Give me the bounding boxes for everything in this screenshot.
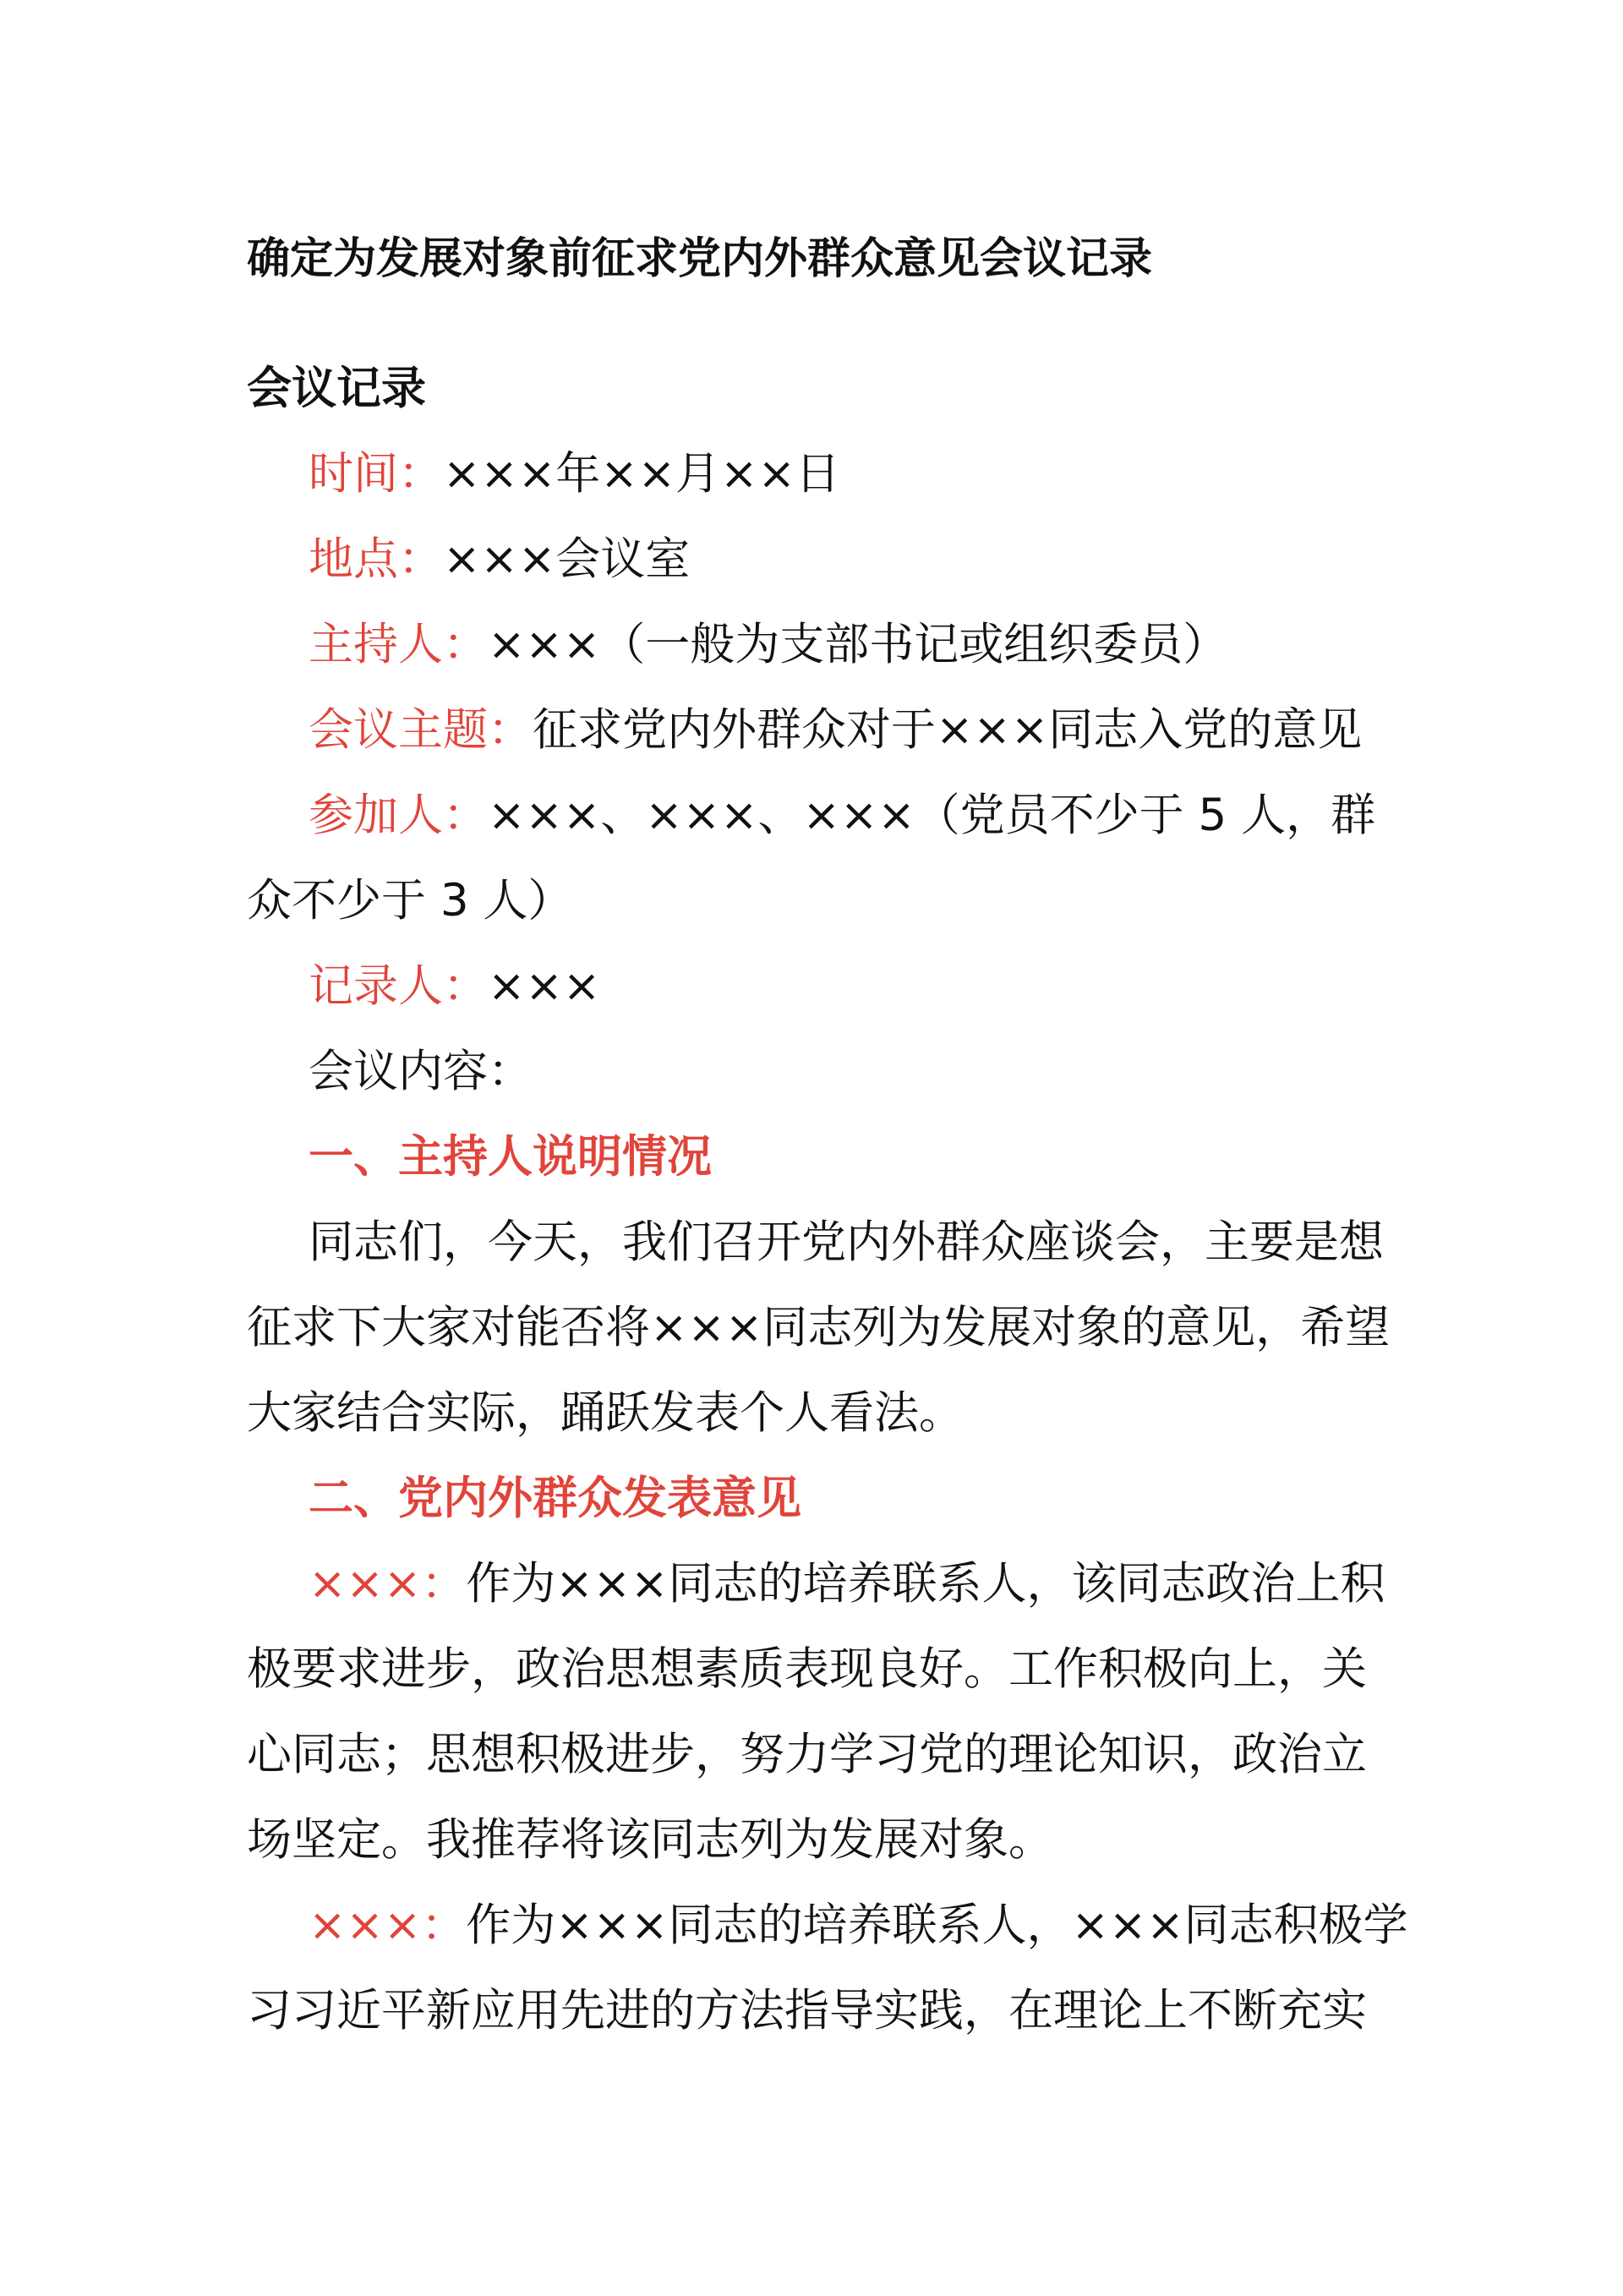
recorder-label: 记录人： xyxy=(309,960,488,1012)
time-value: ×××年××月××日 xyxy=(443,448,840,500)
section1-line-1: 同志们，今天，我们召开党内外群众座谈会，主要是想 xyxy=(309,1216,1384,1268)
opinion1-line-3: 心同志；思想积极进步，努力学习党的理论知识，政治立 xyxy=(247,1729,1367,1780)
section2-heading: 二、党内外群众发表意见 xyxy=(309,1473,801,1524)
attendees-row xyxy=(309,790,1376,841)
opinion1-speaker: ×××： xyxy=(309,1558,467,1610)
topic-row xyxy=(309,704,1363,756)
section1-heading: 一、主持人说明情况 xyxy=(309,1131,712,1183)
host-row xyxy=(309,619,1228,670)
topic-value: 征求党内外群众对于×××同志入党的意见 xyxy=(533,704,1363,756)
place-label: 地点： xyxy=(309,533,443,585)
opinion1-line-4: 场坚定。我推荐将该同志列为发展对象。 xyxy=(247,1814,1053,1866)
place-value: ×××会议室 xyxy=(443,533,691,585)
place-row xyxy=(309,533,691,585)
topic-label: 会议主题： xyxy=(309,704,533,756)
attendees-value-line1: ×××、×××、×××（党员不少于 5 人，群 xyxy=(488,790,1376,841)
section1-line-3: 大家结合实际，踊跃发表个人看法。 xyxy=(247,1387,964,1439)
time-label: 时间： xyxy=(309,448,443,500)
opinion2-line-2: 习习近平新应用先进的方法指导实践，在理论上不断充实 xyxy=(247,1985,1367,2036)
time-row xyxy=(309,448,840,500)
section1-line-2: 征求下大家对能否将×××同志列为发展对象的意见，希望 xyxy=(247,1302,1391,1353)
document-title: 确定为发展对象前征求党内外群众意见会议记录 xyxy=(247,234,1153,284)
content-label: 会议内容： xyxy=(309,1046,533,1097)
opinion2-text: 作为×××同志的培养联系人，×××同志积极学 xyxy=(466,1900,1408,1951)
opinion2-speaker: ×××： xyxy=(309,1900,467,1951)
opinion1-text: 作为×××同志的培养联系人，该同志政治上积 xyxy=(466,1558,1385,1610)
recorder-row xyxy=(309,960,601,1012)
recorder-value: ××× xyxy=(488,960,601,1012)
opinion2-first-line xyxy=(309,1900,1408,1951)
attendees-value-line2: 众不少于 3 人） xyxy=(247,875,573,927)
opinion1-line-2: 极要求进步，政治思想素质表现良好。工作积极向上，关 xyxy=(247,1643,1367,1695)
document-subtitle: 会议记录 xyxy=(247,363,426,414)
host-value: ×××（一般为支部书记或组织委员） xyxy=(488,619,1228,670)
attendees-label: 参加人： xyxy=(309,790,488,841)
host-label: 主持人： xyxy=(309,619,488,670)
opinion1-first-line xyxy=(309,1558,1385,1610)
